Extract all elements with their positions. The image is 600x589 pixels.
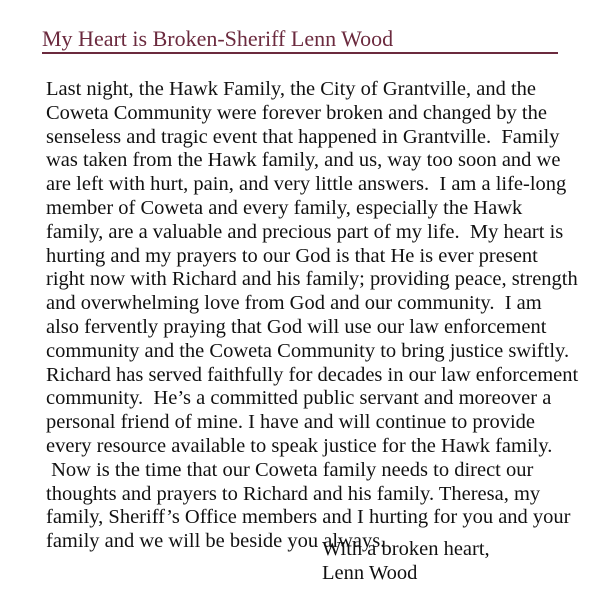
title-underline — [42, 52, 558, 54]
body-line: and overwhelming love from God and our community. I am — [46, 292, 542, 315]
body-line: family and we will be beside you always. — [46, 530, 386, 553]
body-line: personal friend of mine. I have and will continue to provide — [46, 411, 536, 434]
letter-body — [46, 78, 579, 554]
body-line: right now with Richard and his family; providing peace, strength — [46, 268, 578, 291]
body-line: community and the Coweta Community to bring justice swiftly. — [46, 339, 570, 362]
valediction: With a broken heart, — [322, 538, 490, 560]
signature-name: Lenn Wood — [322, 561, 418, 584]
body-line: are left with hurt, pain, and very little answers. I am a life-long — [46, 173, 567, 196]
body-line: was taken from the Hawk family, and us, way too soon and we — [46, 149, 561, 172]
body-line: Last night, the Hawk Family, the City of Grantville, and the — [46, 78, 537, 100]
body-line: thoughts and prayers to Richard and his family. Theresa, my — [46, 482, 541, 505]
body-line: family, Sheriff’s Office members and I hurting for you and your — [46, 506, 571, 529]
body-line: hurting and my prayers to our God is that He is ever present — [46, 244, 538, 267]
body-line: Now is the time that our Coweta family needs to direct our — [46, 458, 534, 481]
body-line: Coweta Community were forever broken and changed by the — [46, 101, 547, 124]
letter-closing — [322, 538, 490, 586]
document-title: My Heart is Broken-Sheriff Lenn Wood — [42, 26, 394, 51]
body-line: community. He’s a committed public servant and moreover a — [46, 387, 552, 410]
body-line: family, are a valuable and precious part of my life. My heart is — [46, 220, 564, 243]
body-line: Richard has served faithfully for decades in our law enforcement — [46, 363, 579, 386]
body-line: senseless and tragic event that happened in Grantville. Family — [46, 125, 560, 148]
body-line: every resource available to speak justice for the Hawk family. — [46, 434, 553, 457]
body-line: member of Coweta and every family, especially the Hawk — [46, 196, 523, 219]
body-line: also fervently praying that God will use our law enforcement — [46, 315, 547, 338]
